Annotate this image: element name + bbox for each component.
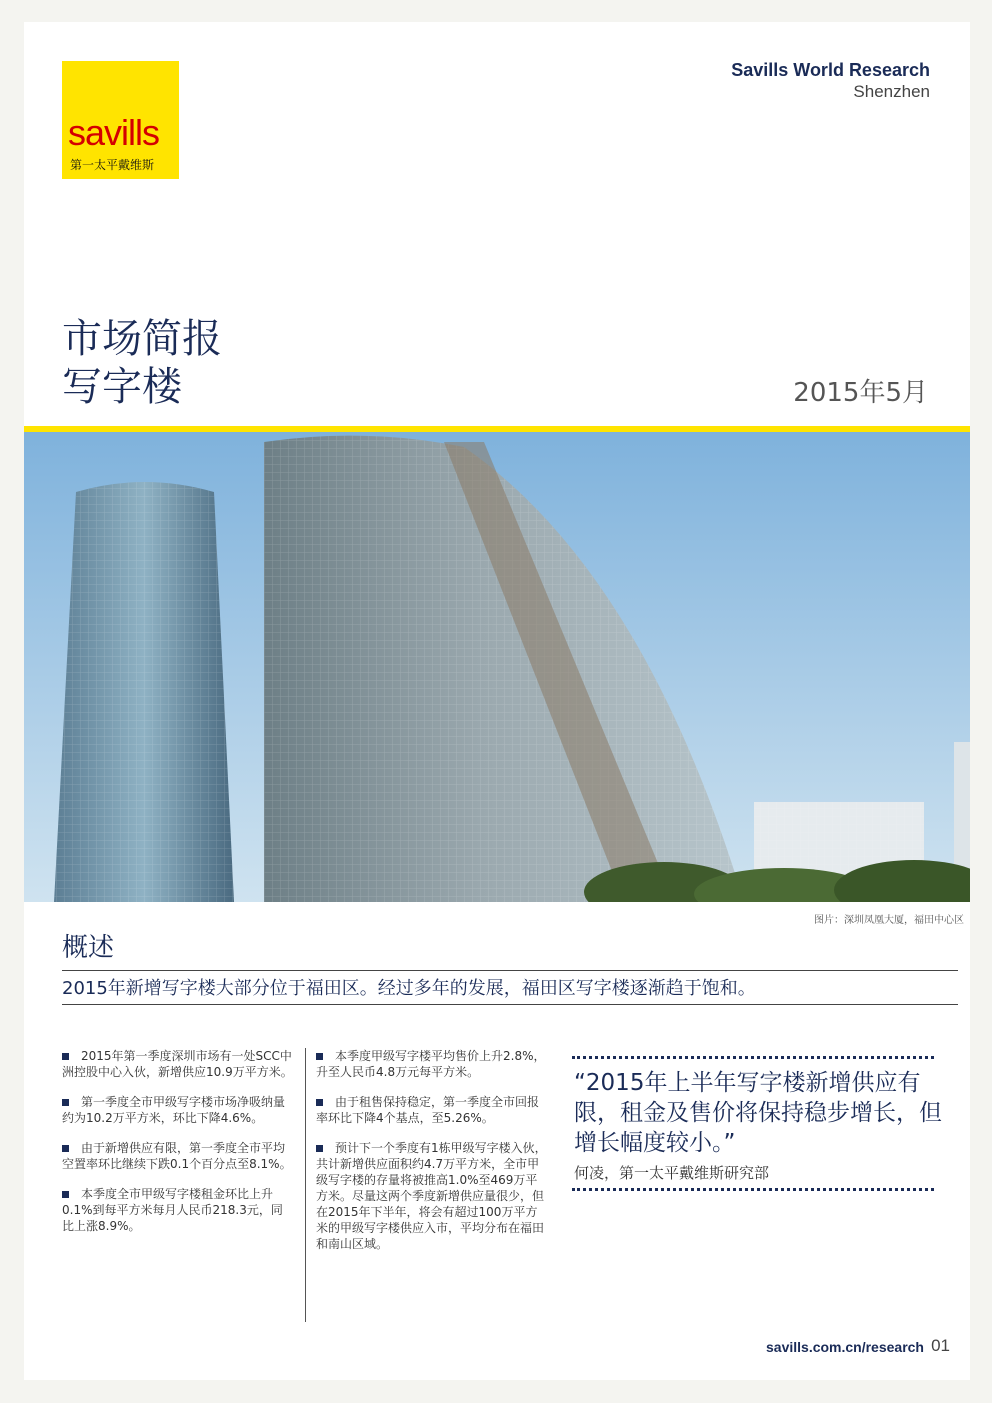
bullet-square-icon <box>62 1053 69 1060</box>
bullet-square-icon <box>62 1099 69 1106</box>
savills-logo <box>62 61 179 179</box>
bullet-square-icon <box>62 1191 69 1198</box>
bullet-column-left <box>62 1048 294 1248</box>
bullet-item: 预计下一个季度有1栋甲级写字楼入伙，共计新增供应面积约4.7万平方米，全市甲级写字楼的存量将被推高1.0%至469万平方米。尽量这两个季度新增供应量很少，但在2015年下半年，将会有超过100万平方米的甲级写字楼供应入市，平均分布在福田和南山区域。 <box>316 1141 547 1251</box>
column-divider <box>305 1048 306 1322</box>
bullet-item: 本季度甲级写字楼平均售价上升2.8%，升至人民币4.8万元每平方米。 <box>316 1049 546 1079</box>
report-title-line1: 市场简报 <box>62 316 222 362</box>
publisher-title: Savills World Research <box>731 60 930 80</box>
quote-attribution: 何凌，第一太平戴维斯研究部 <box>574 1164 770 1182</box>
bullet-column-right <box>316 1048 548 1266</box>
overview-rule-bottom <box>62 1004 958 1005</box>
bullet-item: 2015年第一季度深圳市场有一处SCC中洲控股中心入伙，新增供应10.9万平方米。 <box>62 1049 293 1079</box>
bullet-square-icon <box>316 1145 323 1152</box>
photo-caption: 图片：深圳凤凰大厦，福田中心区 <box>814 915 964 926</box>
bullet-item: 第一季度全市甲级写字楼市场净吸纳量约为10.2万平方米，环比下降4.6%。 <box>62 1095 286 1125</box>
report-date: 2015年5月 <box>793 378 928 408</box>
quote-dots-top <box>572 1056 934 1059</box>
bullet-square-icon <box>316 1053 323 1060</box>
quote-dots-bottom <box>572 1188 934 1191</box>
report-page <box>24 22 970 1380</box>
footer-url[interactable]: savills.com.cn/research <box>766 1339 924 1355</box>
bullet-item: 由于新增供应有限，第一季度全市平均空置率环比继续下跌0.1个百分点至8.1%。 <box>62 1141 292 1171</box>
cover-photo <box>24 432 970 902</box>
pull-quote: “2015年上半年写字楼新增供应有限，租金及售价将保持稳步增长，但增长幅度较小。” <box>574 1070 942 1156</box>
overview-lead: 2015年新增写字楼大部分位于福田区。经过多年的发展，福田区写字楼逐渐趋于饱和。 <box>62 978 756 999</box>
overview-rule-top <box>62 970 958 971</box>
bullet-item: 由于租售保持稳定，第一季度全市回报率环比下降4个基点，至5.26%。 <box>316 1095 540 1125</box>
bullet-square-icon <box>62 1145 69 1152</box>
bullet-square-icon <box>316 1099 323 1106</box>
logo-chinese-name: 第一太平戴维斯 <box>70 158 155 172</box>
logo-wordmark: savills <box>68 112 160 153</box>
publisher-city: Shenzhen <box>853 82 930 101</box>
bullet-item: 本季度全市甲级写字楼租金环比上升0.1%到每平方米每月人民币218.3元，同比上涨8.9%。 <box>62 1187 283 1233</box>
report-title-line2: 写字楼 <box>62 364 182 410</box>
page-number: 01 <box>931 1336 950 1355</box>
overview-heading: 概述 <box>62 933 115 963</box>
